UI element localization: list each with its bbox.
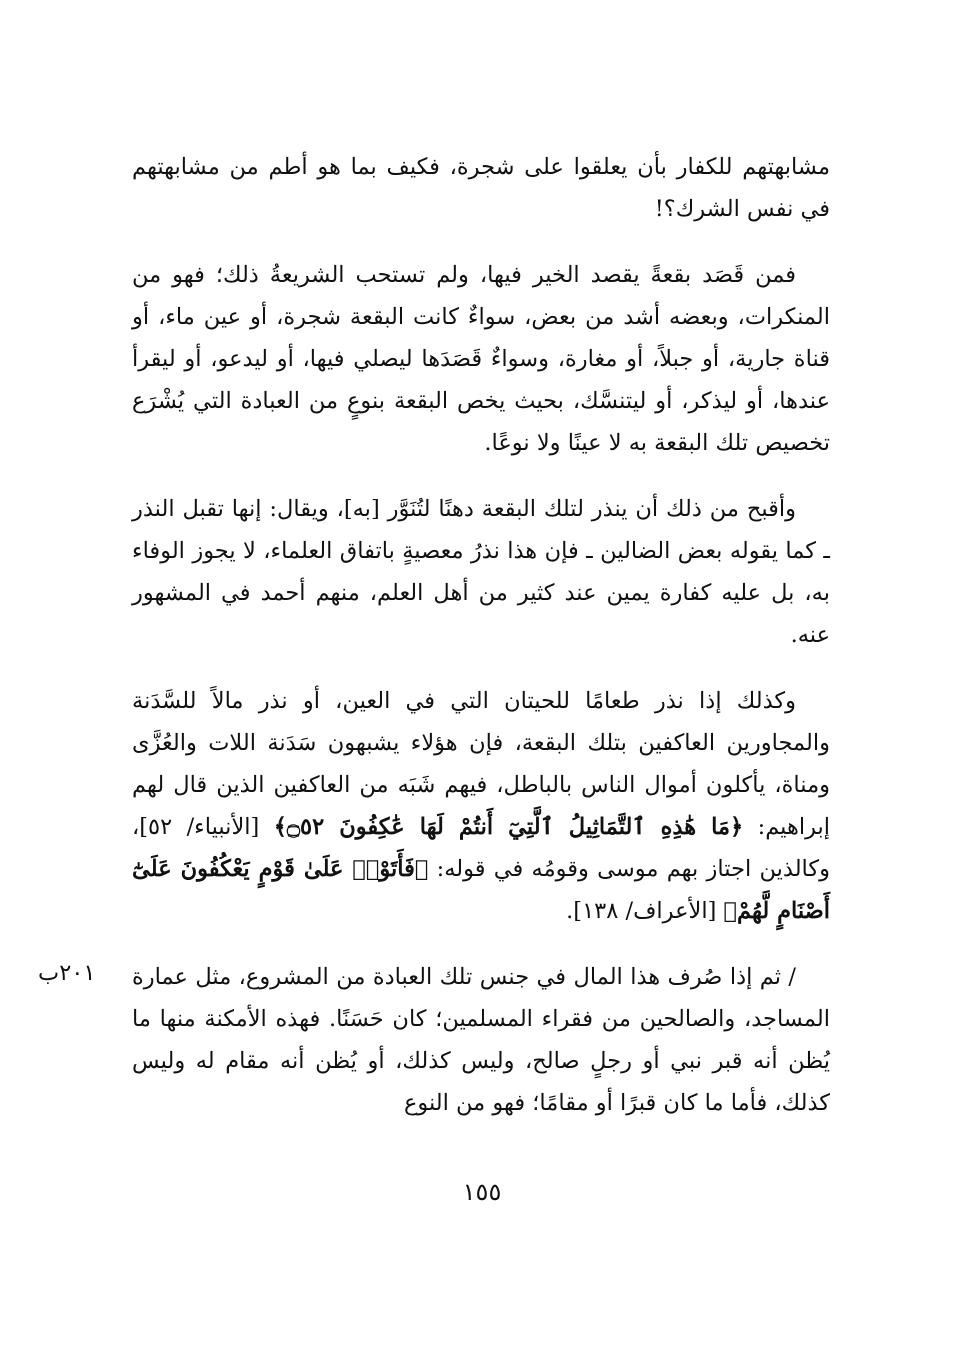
paragraph <box>132 956 830 1124</box>
paragraph <box>132 488 830 656</box>
paragraph-text: فمن قَصَد بقعةً يقصد الخير فيها، ولم تستحب الشريعةُ ذلك؛ فهو من المنكرات، وبعضه أشد من بعض، سواءٌ كانت البقعة شجرة، أو عين ماء، أو قناة جارية، أو جبلاً، أو مغارة، وسواءٌ قَصَدَها ليصلي فيها، أو ليدعو، أو ليقرأ عندها، أو ليذكر، أو ليتنسَّك، بحيث يخص البقعة بنوعٍ من العبادة التي يُشْرَع تخصيص تلك البقعة به لا عينًا ولا نوعًا. <box>132 262 830 456</box>
quran-quote: ﴿مَا هَٰذِهِ ٱلتَّمَاثِيلُ ٱلَّتِيٓ أَنتُمْ لَهَا عَٰكِفُونَ ۝٥٢﴾ <box>273 814 744 840</box>
paragraph-text: وأقبح من ذلك أن ينذر لتلك البقعة دهنًا لتُنَوَّر [به]، ويقال: إنها تقبل النذر ـ كما يقوله بعض الضالين ـ فإن هذا نذرُ معصيةٍ باتفاق العلماء، لا يجوز الوفاء به، بل عليه كفارة يمين عند كثير من أهل العلم، منهم أحمد في المشهور عنه. <box>132 496 830 648</box>
paragraph <box>132 680 830 932</box>
paragraph <box>132 254 830 464</box>
page-number: ١٥٥ <box>462 1178 502 1206</box>
paragraph-text: وكذلك إذا نذر طعامًا للحيتان التي في العين، أو نذر مالاً للسَّدَنة والمجاورين العاكفين بتلك البقعة، فإن هؤلاء يشبهون سَدَنة اللات والعُزَّى ومناة، يأكلون أموال الناس بالباطل، فيهم شَبَه من العاكفين الذين قال لهم إبراهيم: <box>132 688 831 840</box>
paragraph-text: مشابهتهم للكفار بأن يعلقوا على شجرة، فكيف بما هو أطم من مشابهتهم في نفس الشرك؟! <box>132 154 830 222</box>
paragraph-text: [الأعراف/ ١٣٨]. <box>566 898 724 924</box>
manuscript-folio-ref: ٢٠١ب <box>38 960 96 986</box>
paragraph <box>132 146 830 230</box>
main-text <box>132 146 830 1148</box>
paragraph-text: [الأنبياء/ ٥٢]، وكالذين اجتاز بهم موسى وقومُه في قوله: <box>132 814 830 882</box>
paragraph-text: / ثم إذا صُرف هذا المال في جنس تلك العبادة من المشروع، مثل عمارة المساجد، والصالحين من فقراء المسلمين؛ كان حَسَنًا. فهذه الأمكنة منها ما يُظن أنه قبر نبي أو رجلٍ صالح، وليس كذلك، أو يُظن أنه مقام له وليس كذلك، فأما ما كان قبرًا أو مقامًا؛ فهو من النوع <box>132 964 830 1116</box>
quran-quote: ﴿فَأَتَوْا۟ عَلَىٰ قَوْمٍ يَعْكُفُونَ عَلَىٰٓ أَصْنَامٍ لَّهُمْ﴾ <box>132 856 830 924</box>
